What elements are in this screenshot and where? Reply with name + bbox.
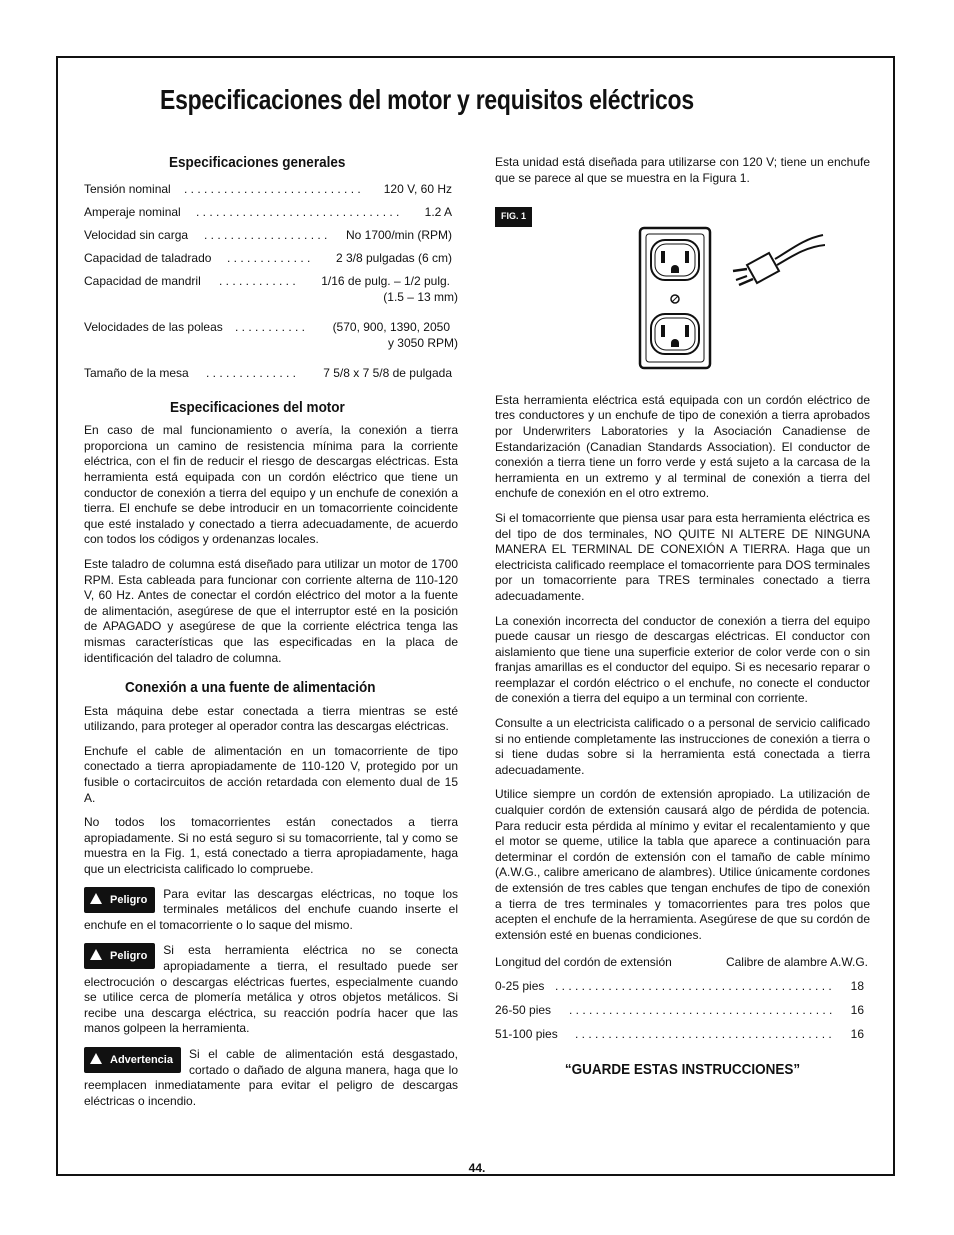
spec-label: Capacidad de mandril (84, 273, 201, 288)
extension-table-row (495, 1024, 870, 1048)
spec-label: Velocidad sin carga (84, 227, 189, 242)
spec-label: Amperaje nominal (84, 204, 181, 219)
leader-dots: . . . . . . . . . . . . . . . . . . . . . . . . . . . (184, 181, 361, 196)
leader-dots: . . . . . . . . . . . (235, 319, 306, 334)
leader-dots: . . . . . . . . . . . . . . . . . . . . . . . . . . . . . . . (196, 204, 400, 219)
spec-row (84, 179, 458, 202)
spec-value: (570, 900, 1390, 2050 (332, 319, 450, 334)
spec-row (84, 363, 458, 386)
extension-paragraph: Utilice siempre un cordón de extensión apropiado. La utilización de cualquier cordón de extensión causará algo de pérdida de potencia. Para reducir esta pérdida al mínimo y evitar el recalentamiento y que el motor se queme, utilice la tabla que aparece a continuación para determinar el cordón de extensión con el tamaño de cable mínimo (A.W.G., calibre americano de alambres). Utilice únicamente cordones de extensión de tres cables que tengan enchufes de tipo de conexión a tierra de tres terminales y tomacorrientes para tres polos que acepten el enchufe de la herramienta. Asegúrese de que su cordón de extensión esté en buenas condiciones. (495, 787, 870, 942)
plug (733, 235, 825, 285)
danger-badge: Peligro (84, 943, 155, 969)
grounding-paragraph: Si el tomacorriente que piensa usar para esta herramienta eléctrica es del tipo de dos terminales, NO QUITE NI ALTERE DE NINGUNA MANERA EL TERMINAL DE CONEXIÓN A TIERRA. Haga que un electricista calificado reemplace el tomacorriente para DOS terminales por un tomacorriente para TRES terminales conectado a tierra adecuadamente. (495, 510, 870, 603)
leader-dots: . . . . . . . . . . . . . . . . . . . . . . . . . . . . . . . . . . . . . . . (575, 1027, 832, 1042)
spec-value-continued: y 3050 RPM) (387, 335, 458, 350)
figure-label: FIG. 1 (495, 207, 532, 227)
danger-badge: Peligro (84, 887, 155, 913)
warning-notice (84, 1047, 458, 1109)
extension-gauge: 16 (850, 1027, 864, 1042)
leader-dots: . . . . . . . . . . . . (219, 273, 296, 288)
danger-text: Si esta herramienta eléctrica no se conecta apropiadamente a tierra, el resultado puede ser electrocución o descargas eléctricas fuertes, especialmente cuando se utilice cerca de plomería metálica y otros objetos metálicos. Si recibe una descarga eléctrica, su reacción podría hacer que las manos golpeen la herramienta. (84, 943, 458, 1036)
outlet-plug-illustration (635, 213, 825, 373)
page-title: Especificaciones del motor y requisitos eléctricos (160, 84, 694, 115)
leader-dots: . . . . . . . . . . . . . (227, 250, 311, 265)
extension-header-gauge: Calibre de alambre A.W.G. (725, 955, 868, 970)
grounding-paragraph: La conexión incorrecta del conductor de conexión a tierra del equipo puede causar un riesgo de descargas eléctricas. El conductor con aislamiento que tiene una superficie exterior de color verde con o sin franjas amarillas es el conductor del equipo. Si es necesario reparar o reemplazar el cordón eléctrico o el enchufe, no conecte el conductor de conexión a tierra del equipo a un terminal con corriente. (495, 613, 870, 706)
spec-row (84, 248, 458, 271)
spec-row-mandril (84, 271, 458, 309)
extension-table-row (495, 1000, 870, 1024)
motor-paragraph: En caso de mal funcionamiento o avería, la conexión a tierra proporciona un camino de resistencia mínima para la corriente eléctrica, con el fin de reducir el riesgo de descargas eléctricas. Esta herramienta está equipada con un cordón eléctrico que tiene un conductor de conexión a tierra del equipo y un enchufe de conexión a tierra. El enchufe se debe introducir en un tomacorriente coincidente que esté instalado y conectado a tierra adecuadamente, de acuerdo con todos los códigos y ordenanzas locales. (84, 423, 458, 547)
danger-text: Para evitar las descargas eléctricas, no toque los terminales metálicos del enchufe cuando inserte el enchufe en el tomacorriente o lo saque del mismo. (84, 886, 458, 932)
connection-paragraph: No todos los tomacorrientes están conectados a tierra apropiadamente. Si no está seguro si su tomacorriente, tal y como se muestra en la Fig. 1, está conectado a tierra apropiadamente, haga que un electricista calificado lo compruebe. (84, 815, 458, 877)
grounding-paragraph: Consulte a un electricista calificado o a personal de servicio calificado si no entiende completamente las instrucciones de conexión a tierra o si tiene dudas sobre si la herramienta está conectada a tierra adecuadamente. (495, 716, 870, 777)
left-column (84, 155, 458, 1119)
leader-dots: . . . . . . . . . . . . . . . . . . . . . . . . . . . . . . . . . . . . . . . . (569, 1003, 833, 1018)
spec-value: 2 3/8 pulgadas (6 cm) (335, 250, 452, 265)
danger-notice (84, 943, 458, 1037)
warning-badge: Advertencia (84, 1047, 181, 1073)
spec-value: 1.2 A (424, 204, 452, 219)
extension-gauge: 16 (850, 1003, 864, 1018)
power-connection-heading: Conexión a una fuente de alimentación (125, 679, 376, 697)
warning-triangle-icon (90, 893, 102, 904)
spec-row (84, 202, 458, 225)
warning-triangle-icon (90, 1053, 102, 1064)
general-specs-heading: Especificaciones generales (169, 154, 346, 171)
spec-label: Tensión nominal (84, 181, 171, 196)
extension-length: 51-100 pies (495, 1027, 558, 1042)
right-column (495, 155, 870, 1078)
danger-notice (84, 887, 458, 934)
spec-row (84, 225, 458, 248)
extension-header-length: Longitud del cordón de extensión (495, 955, 672, 970)
leader-dots: . . . . . . . . . . . . . . (206, 365, 297, 380)
spec-value: 120 V, 60 Hz (383, 181, 452, 196)
grounding-paragraph: Esta herramienta eléctrica está equipada con un cordón eléctrico de tres conductores y un enchufe de tipo de conexión a tierra aprobados por Underwriters Laboratories y la Asociación Canadiense de Estandarización (Canadian Standards Association). El conductor de conexión a tierra tiene un forro verde y está sujeto a la carcasa de la herramienta en un extremo y al terminal de conexión a tierra del enchufe de conexión en el otro extremo. (495, 392, 870, 501)
spec-value: 1/16 de pulg. – 1/2 pulg. (321, 273, 450, 288)
spec-row-poleas (84, 317, 458, 355)
receptacle-bottom (651, 314, 699, 354)
warning-text: Si el cable de alimentación está desgastado, cortado o dañado de alguna manera, haga que lo reemplacen inmediatamente para evitar el peligro de descargas eléctricas o incendio. (84, 1046, 458, 1108)
extension-table-row (495, 976, 870, 1000)
spec-label: Velocidades de las poleas (84, 319, 223, 334)
save-instructions-note: “GUARDE ESTAS INSTRUCCIONES” (564, 1061, 801, 1079)
spec-value: 7 5/8 x 7 5/8 de pulgada (323, 365, 452, 380)
motor-paragraph: Este taladro de columna está diseñado para utilizar un motor de 1700 RPM. Esta cableada para funcionar con corriente alterna de 110-120 V, 60 Hz. Antes de conectar el cordón eléctrico del motor a la fuente de alimentación, asegúrese de que el interruptor esté en la posición de APAGADO y asegúrese de que la corriente eléctrica tenga las mismas características que las especificadas en la placa de identificación del taladro de columna. (84, 556, 458, 665)
receptacle-top (651, 240, 699, 280)
spec-value: No 1700/min (RPM) (345, 227, 452, 242)
spec-label: Tamaño de la mesa (84, 365, 189, 380)
extension-gauge: 18 (850, 979, 864, 994)
spec-value-metric: (1.5 – 13 mm) (383, 289, 458, 304)
intro-paragraph: Esta unidad está diseñada para utilizarse con 120 V; tiene un enchufe que se parece al que se muestra en la Figura 1. (495, 155, 870, 185)
warning-triangle-icon (90, 949, 102, 960)
connection-paragraph: Enchufe el cable de alimentación en un tomacorriente de tipo conectado a tierra apropiadamente de 110-120 V, protegido por un fusible o cortacircuitos de acción retardada con elemento dual de 15 A. (84, 743, 458, 805)
spec-label: Capacidad de taladrado (84, 250, 212, 265)
connection-paragraph: Esta máquina debe estar conectada a tierra mientras se esté utilizando, para proteger al operador contra las descargas eléctricas. (84, 703, 458, 734)
leader-dots: . . . . . . . . . . . . . . . . . . . (204, 227, 328, 242)
leader-dots: . . . . . . . . . . . . . . . . . . . . . . . . . . . . . . . . . . . . . . . . . . (555, 979, 832, 994)
extension-length: 0-25 pies (495, 979, 545, 994)
extension-length: 26-50 pies (495, 1003, 552, 1018)
page-number: 44. (468, 1161, 486, 1175)
extension-table-header (495, 952, 870, 976)
motor-specs-heading: Especificaciones del motor (170, 398, 345, 416)
